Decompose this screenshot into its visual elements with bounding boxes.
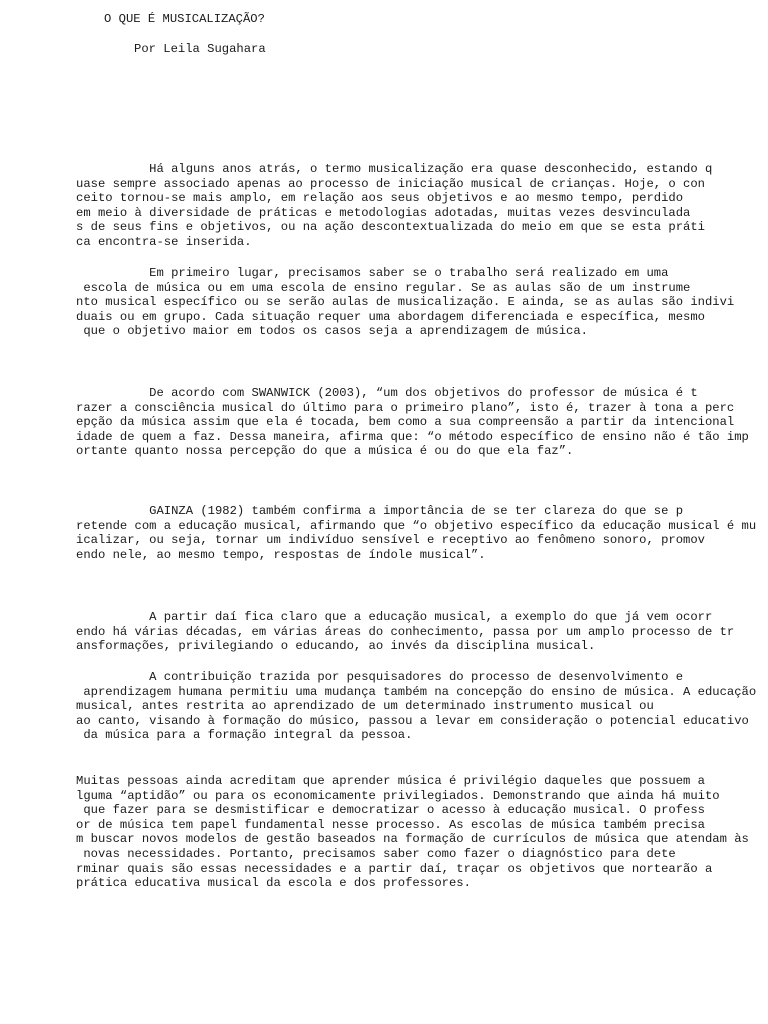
- paragraph: [76, 610, 768, 654]
- text-line: nto musical específico ou se serão aulas de musicalização. E ainda, se as aulas são indivi: [76, 295, 735, 310]
- text-line: ao canto, visando à formação do músico, passou a levar em consideração o potencial educativo: [76, 713, 749, 728]
- text-line: prática educativa musical da escola e dos professores.: [76, 876, 471, 891]
- text-line: idade de quem a faz. Dessa maneira, afirma que: “o método específico de ensino não é tão imp: [76, 429, 749, 444]
- text-line: aprendizagem humana permitiu uma mudança também na concepção do ensino de música. A educação: [76, 684, 757, 699]
- text-line: Há alguns anos atrás, o termo musicalização era quase desconhecido, estando q: [76, 162, 713, 176]
- text-line: razer a consciência musical do último para o primeiro plano”, isto é, trazer à tona a perc: [76, 400, 735, 415]
- text-line: ansformações, privilegiando o educando, ao invés da disciplina musical.: [76, 639, 596, 654]
- text-line: GAINZA (1982) também confirma a importância de se ter clareza do que se p: [76, 504, 684, 518]
- text-line: endo há várias décadas, em várias áreas do conhecimento, passa por um amplo processo de tr: [76, 624, 735, 639]
- text-line: Muitas pessoas ainda acreditam que aprender música é privilégio daqueles que possuem a: [76, 774, 705, 788]
- text-line: uase sempre associado apenas ao processo de iniciação musical de crianças. Hoje, o con: [76, 176, 705, 191]
- paragraph: [76, 504, 768, 562]
- text-line: novas necessidades. Portanto, precisamos saber como fazer o diagnóstico para dete: [76, 846, 676, 861]
- text-line: rminar quais são essas necessidades e a partir daí, traçar os objetivos que nortearão a: [76, 861, 713, 876]
- text-line: ortante quanto nossa percepção do que a música é ou do que ela faz”.: [76, 444, 574, 459]
- text-line: A partir daí fica claro que a educação musical, a exemplo do que já vem ocorr: [76, 610, 713, 624]
- text-line: endo nele, ao mesmo tempo, respostas de índole musical”.: [76, 547, 486, 562]
- text-line: s de seus fins e objetivos, ou na ação descontextualizada do meio em que se esta práti: [76, 220, 705, 235]
- paragraph: [76, 670, 768, 743]
- text-line: que fazer para se desmistificar e democratizar o acesso à educação musical. O profess: [76, 803, 705, 818]
- text-line: que o objetivo maior em todos os casos seja a aprendizagem de música.: [76, 324, 588, 339]
- paragraph: [76, 774, 768, 891]
- paragraph: [76, 386, 768, 459]
- text-line: da música para a formação integral da pessoa.: [76, 728, 413, 743]
- paragraph: [76, 162, 768, 250]
- text-line: escola de música ou em uma escola de ensino regular. Se as aulas são de um instrume: [76, 280, 691, 295]
- text-line: A contribuição trazida por pesquisadores do processo de desenvolvimento e: [76, 670, 684, 684]
- text-line: em meio à diversidade de práticas e metodologias adotadas, muitas vezes desvinculada: [76, 205, 691, 220]
- text-line: epção da música assim que ela é tocada, bem como a sua compreensão a partir da intencional: [76, 415, 735, 430]
- document-title: O QUE É MUSICALIZAÇÃO?: [104, 12, 265, 26]
- text-line: retende com a educação musical, afirmando que “o objetivo específico da educação musical é mu: [76, 518, 757, 533]
- text-line: De acordo com SWANWICK (2003), “um dos objetivos do professor de música é t: [76, 386, 698, 400]
- text-line: lguma “aptidão” ou para os economicamente privilegiados. Demonstrando que ainda há muito: [76, 788, 720, 803]
- paragraph: [76, 266, 768, 339]
- text-line: or de música tem papel fundamental nesse processo. As escolas de música também precisa: [76, 817, 705, 832]
- text-line: ca encontra-se inserida.: [76, 234, 252, 249]
- text-line: duais ou em grupo. Cada situação requer uma abordagem diferenciada e específica, mesmo: [76, 309, 705, 324]
- text-line: icalizar, ou seja, tornar um indivíduo sensível e receptivo ao fenômeno sonoro, promov: [76, 533, 705, 548]
- text-line: musical, antes restrita ao aprendizado de um determinado instrumento musical ou: [76, 699, 654, 714]
- text-line: m buscar novos modelos de gestão baseados na formação de currículos de música que atendam às: [76, 832, 749, 847]
- document-author: Por Leila Sugahara: [134, 42, 266, 56]
- text-line: Em primeiro lugar, precisamos saber se o trabalho será realizado em uma: [76, 266, 669, 280]
- text-line: ceito tornou-se mais amplo, em relação aos seus objetivos e ao mesmo tempo, perdido: [76, 191, 684, 206]
